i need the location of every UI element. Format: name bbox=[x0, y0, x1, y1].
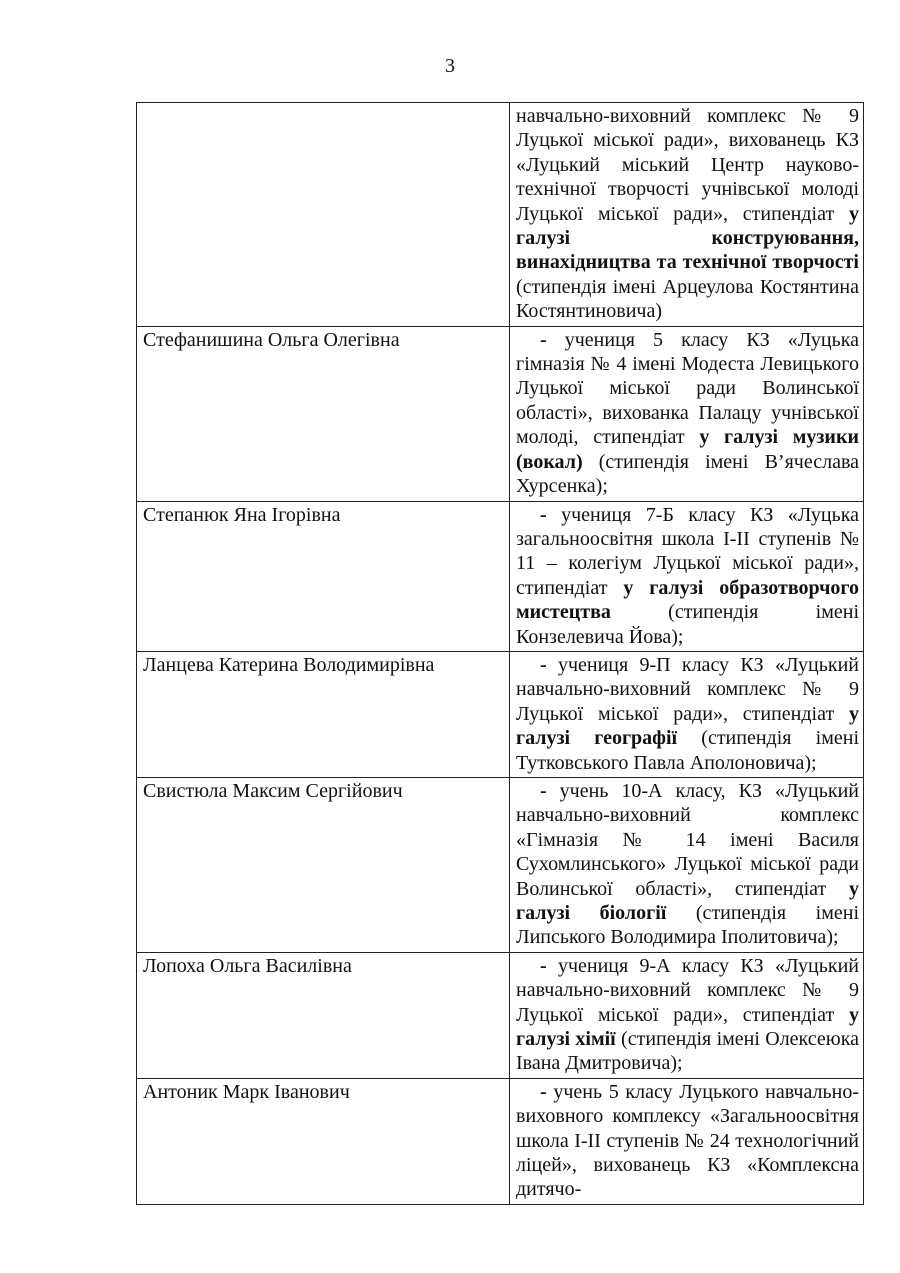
student-name: Ланцева Катерина Володимирівна bbox=[137, 651, 510, 777]
student-description bbox=[510, 326, 864, 501]
award-field: у галузі образотворчого мистецтва bbox=[516, 576, 860, 624]
student-description bbox=[510, 103, 864, 327]
student-name: Стефанишина Ольга Олегівна bbox=[137, 326, 510, 501]
list-dash: - bbox=[540, 1080, 554, 1103]
table-row bbox=[137, 952, 864, 1078]
description-text: учень 5 класу Луцького навчально-виховного комплексу «Загальноосвітня школа І-ІІ ступенів № 24 технологічний ліцей», вихованець КЗ «Комплексна дитячо- bbox=[516, 1080, 859, 1201]
award-field: у галузі географії bbox=[516, 702, 859, 750]
description-text: (стипендія імені Липського Володимира Іполитовича); bbox=[516, 902, 860, 949]
student-name: Свистюла Максим Сергійович bbox=[137, 777, 510, 952]
student-name: Лопоха Ольга Василівна bbox=[137, 952, 510, 1078]
table-row bbox=[137, 501, 864, 651]
description-text: учениця 9-П класу КЗ «Луцький навчально-виховний комплекс № 9 Луцької міської ради», стипендіат bbox=[516, 653, 859, 725]
description-text: (стипендія імені В’ячеслава Хурсенка); bbox=[516, 450, 859, 498]
student-description bbox=[510, 651, 864, 777]
description-text: навчально-виховний комплекс № 9 Луцької міської ради», вихованець КЗ «Луцький міський Центр науково-технічної творчості учнівської молоді Луцької міської ради», стипендіат bbox=[516, 105, 859, 225]
student-description bbox=[510, 1078, 864, 1204]
description-text: учениця 9-А класу КЗ «Луцький навчально-виховний комплекс № 9 Луцької міської ради», стипендіат bbox=[516, 954, 859, 1026]
description-text: (стипендія імені Олексеюка Івана Дмитровича); bbox=[516, 1028, 859, 1075]
table-row bbox=[137, 777, 864, 952]
description-text: (стипендія імені Арцеулова Костянтина Костянтиновича) bbox=[516, 275, 859, 323]
description-text: (стипендія імені Тутковського Павла Аполоновича); bbox=[516, 727, 859, 774]
stipend-table-body bbox=[137, 103, 864, 1205]
description-text: учениця 5 класу КЗ «Луцька гімназія № 4 імені Модеста Левицького Луцької міської ради Волинської області», вихованка Палацу учнівської молоді, стипендіат bbox=[516, 328, 859, 449]
description-text: учениця 7-Б класу КЗ «Луцька загальноосвітня школа І-ІІ ступенів № 11 – колегіум Луцької міської ради», стипендіат bbox=[516, 503, 859, 599]
table-row bbox=[137, 103, 864, 327]
list-dash: - bbox=[540, 779, 560, 802]
award-field: у галузі біології bbox=[516, 877, 859, 924]
award-field: у галузі конструювання, винахідництва та технічної творчості bbox=[516, 202, 859, 274]
description-text: (стипендія імені Конзелевича Йова); bbox=[516, 601, 859, 648]
award-field: у галузі музики (вокал) bbox=[516, 426, 859, 473]
list-dash: - bbox=[540, 503, 562, 526]
student-description bbox=[510, 952, 864, 1078]
table-row bbox=[137, 1078, 864, 1204]
student-name: Антоник Марк Іванович bbox=[137, 1078, 510, 1204]
student-name: Степанюк Яна Ігорівна bbox=[137, 501, 510, 651]
list-dash: - bbox=[540, 328, 565, 351]
page-number: 3 bbox=[445, 55, 455, 77]
award-field: у галузі хімії bbox=[516, 1003, 859, 1051]
table-row bbox=[137, 651, 864, 777]
student-description bbox=[510, 501, 864, 651]
list-dash: - bbox=[540, 954, 558, 977]
student-name bbox=[137, 103, 510, 327]
list-dash: - bbox=[540, 653, 558, 676]
table-row bbox=[137, 326, 864, 501]
student-description bbox=[510, 777, 864, 952]
stipend-table bbox=[136, 102, 864, 1205]
description-text: учень 10-А класу, КЗ «Луцький навчально-виховний комплекс «Гімназія № 14 імені Василя Сухомлинського» Луцької міської ради Волинської області», стипендіат bbox=[516, 779, 860, 900]
